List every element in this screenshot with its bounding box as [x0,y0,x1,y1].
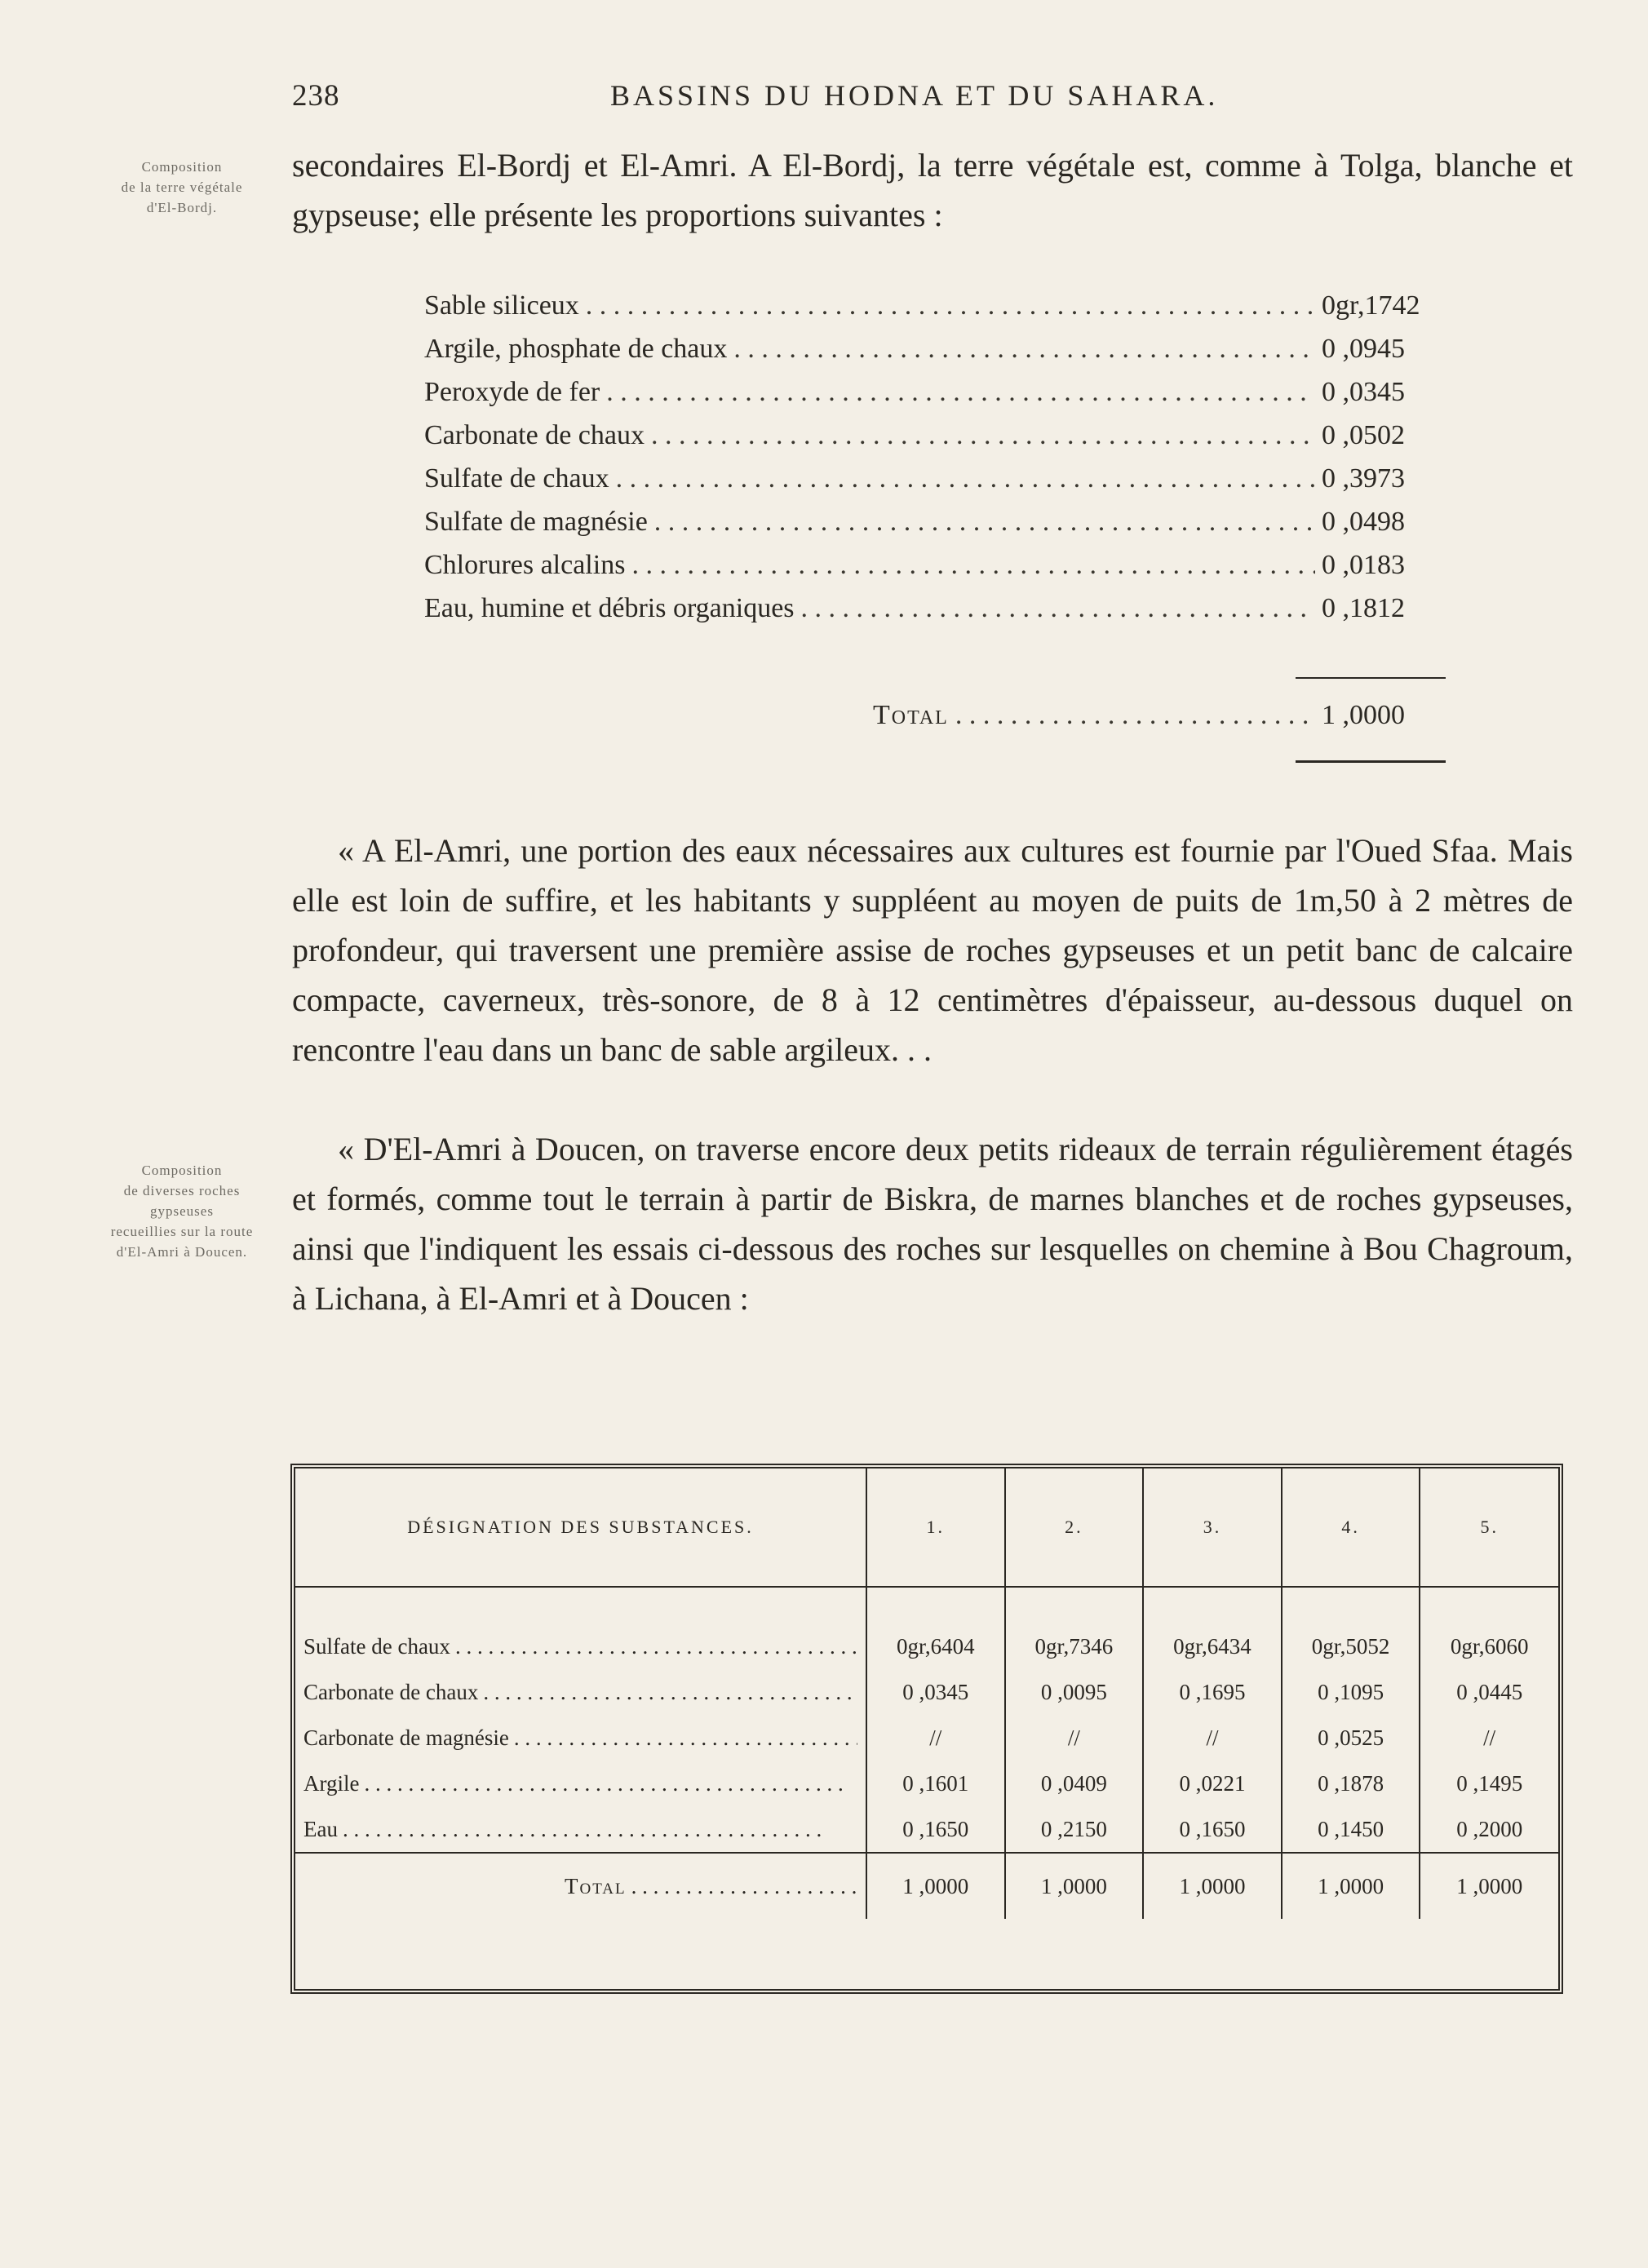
composition-value: 0 ,0183 [1322,550,1405,580]
column-header: 2. [1005,1468,1144,1587]
composition-label: Eau, humine et débris organiques [424,593,795,623]
table-cell: 1 ,0000 [1143,1853,1282,1919]
table-cell: 0gr,7346 [1005,1623,1144,1669]
column-header: 3. [1143,1468,1282,1587]
row-label: Carbonate de chaux [303,1679,479,1704]
running-title: BASSINS DU HODNA ET DU SAHARA. [610,79,1219,112]
composition-value: 0 ,0945 [1322,334,1405,364]
page-number: 238 [292,79,340,113]
composition-value: 0 ,0498 [1322,507,1405,537]
table-cell: 0 ,0221 [1143,1761,1282,1806]
paragraph-el-bordj [292,140,1573,240]
soil-composition-list [424,290,1444,636]
closing-rule [1296,760,1446,763]
margin-note-gypsum-rocks [96,1160,268,1262]
column-header-substances: DÉSIGNATION DES SUBSTANCES. [295,1468,866,1587]
total-value: 1 ,0000 [1322,700,1405,730]
table-row [295,1761,1558,1806]
page-header [292,78,1562,119]
table-cell: 0gr,6060 [1420,1623,1558,1669]
composition-label: Sulfate de magnésie [424,507,648,537]
composition-row [424,463,1444,507]
table-cell: // [1420,1715,1558,1761]
composition-label: Peroxyde de fer [424,377,600,407]
margin-note-line: gypseuses [150,1203,214,1219]
paragraph-text: « A El-Amri, une portion des eaux nécessaires aux cultures est fournie par l'Oued Sfaa. Mais elle est loin de suffire, et les habitants y suppléent au moyen de puits de 1m,50 à 2 mètres de profondeur, qui traversent une première assise de roches gypseuses et un petit banc de calcaire compacte, caverneux, très-sonore, de 8 à 12 centimètres d'épaisseur, au-dessous duquel on rencontre l'eau dans un banc de sable argileux. . . [292,832,1573,1068]
composition-value: 0 ,0345 [1322,377,1405,407]
composition-total-row [873,700,1444,731]
table-cell: 0 ,0445 [1420,1669,1558,1715]
table-cell: 0 ,0409 [1005,1761,1144,1806]
composition-row [424,593,1444,636]
row-label: Carbonate de magnésie [303,1725,509,1750]
table-row [295,1669,1558,1715]
sum-rule [1296,677,1446,679]
margin-note-line: Composition [141,159,223,175]
column-header: 4. [1282,1468,1420,1587]
table-cell: 0 ,1878 [1282,1761,1420,1806]
composition-label: Sulfate de chaux [424,463,609,494]
composition-row [424,420,1444,463]
column-header: 1. [866,1468,1005,1587]
rock-analysis-table [290,1464,1563,1994]
composition-label: Carbonate de chaux [424,420,645,450]
paragraph-doucen [292,1124,1573,1323]
table-cell: 0 ,1601 [866,1761,1005,1806]
analysis-table [295,1468,1558,1919]
row-label: Eau [303,1816,338,1841]
composition-row [424,334,1444,377]
total-label: Total [873,700,949,730]
margin-note-line: recueillies sur la route [110,1224,254,1239]
paragraph-el-amri [292,826,1573,1074]
table-cell: 0 ,1650 [866,1806,1005,1853]
composition-row [424,507,1444,550]
margin-note-line: d'El-Bordj. [146,200,218,215]
composition-value: 0 ,0502 [1322,420,1405,450]
table-cell: 0 ,0095 [1005,1669,1144,1715]
table-cell: 0 ,0345 [866,1669,1005,1715]
composition-label: Argile, phosphate de chaux [424,334,728,364]
paragraph-text: secondaires El-Bordj et El-Amri. A El-Bordj, la terre végétale est, comme à Tolga, blanche et gypseuse; elle présente les proportions suivantes : [292,147,1573,233]
table-cell: // [1005,1715,1144,1761]
table-cell: 1 ,0000 [1420,1853,1558,1919]
margin-note-line: d'El-Amri à Doucen. [116,1244,248,1260]
paragraph-text: « D'El-Amri à Doucen, on traverse encore deux petits rideaux de terrain régulièrement étagés et formés, comme tout le terrain à partir de Biskra, de marnes blanches et de roches gypseuses, ainsi que l'indiquent les essais ci-dessous des roches sur lesquelles on chemine à Bou Chagroum, à Lichana, à El-Amri et à Doucen : [292,1131,1573,1317]
table-row [295,1623,1558,1669]
row-label: Sulfate de chaux [303,1633,450,1659]
table-row [295,1806,1558,1853]
table-cell: 0 ,1495 [1420,1761,1558,1806]
composition-label: Sable siliceux [424,290,579,321]
table-cell: 0 ,2000 [1420,1806,1558,1853]
composition-row [424,290,1444,334]
table-cell: 0gr,6404 [866,1623,1005,1669]
table-cell: 1 ,0000 [1005,1853,1144,1919]
margin-note-line: Composition [141,1163,223,1178]
composition-value: 0 ,1812 [1322,593,1405,623]
row-label: Total [565,1873,627,1898]
table-cell: 1 ,0000 [866,1853,1005,1919]
table-cell: 0 ,0525 [1282,1715,1420,1761]
composition-row [424,550,1444,593]
column-header: 5. [1420,1468,1558,1587]
table-cell: // [866,1715,1005,1761]
table-cell: 0 ,1650 [1143,1806,1282,1853]
table-cell: 0 ,2150 [1005,1806,1144,1853]
composition-value: 0gr,1742 [1322,290,1420,321]
row-label: Argile [303,1770,360,1796]
table-header-row [295,1468,1558,1587]
composition-row [424,377,1444,420]
composition-value: 0 ,3973 [1322,463,1405,494]
margin-note-vegetal-soil [96,157,268,218]
table-row [295,1715,1558,1761]
composition-label: Chlorures alcalins [424,550,626,580]
table-cell: 0gr,5052 [1282,1623,1420,1669]
table-cell: 0 ,1095 [1282,1669,1420,1715]
table-cell: 0 ,1450 [1282,1806,1420,1853]
margin-note-line: de la terre végétale [121,179,243,195]
table-cell: 1 ,0000 [1282,1853,1420,1919]
table-cell: 0gr,6434 [1143,1623,1282,1669]
table-cell: // [1143,1715,1282,1761]
table-cell: 0 ,1695 [1143,1669,1282,1715]
table-total-row [295,1853,1558,1919]
margin-note-line: de diverses roches [123,1183,241,1198]
